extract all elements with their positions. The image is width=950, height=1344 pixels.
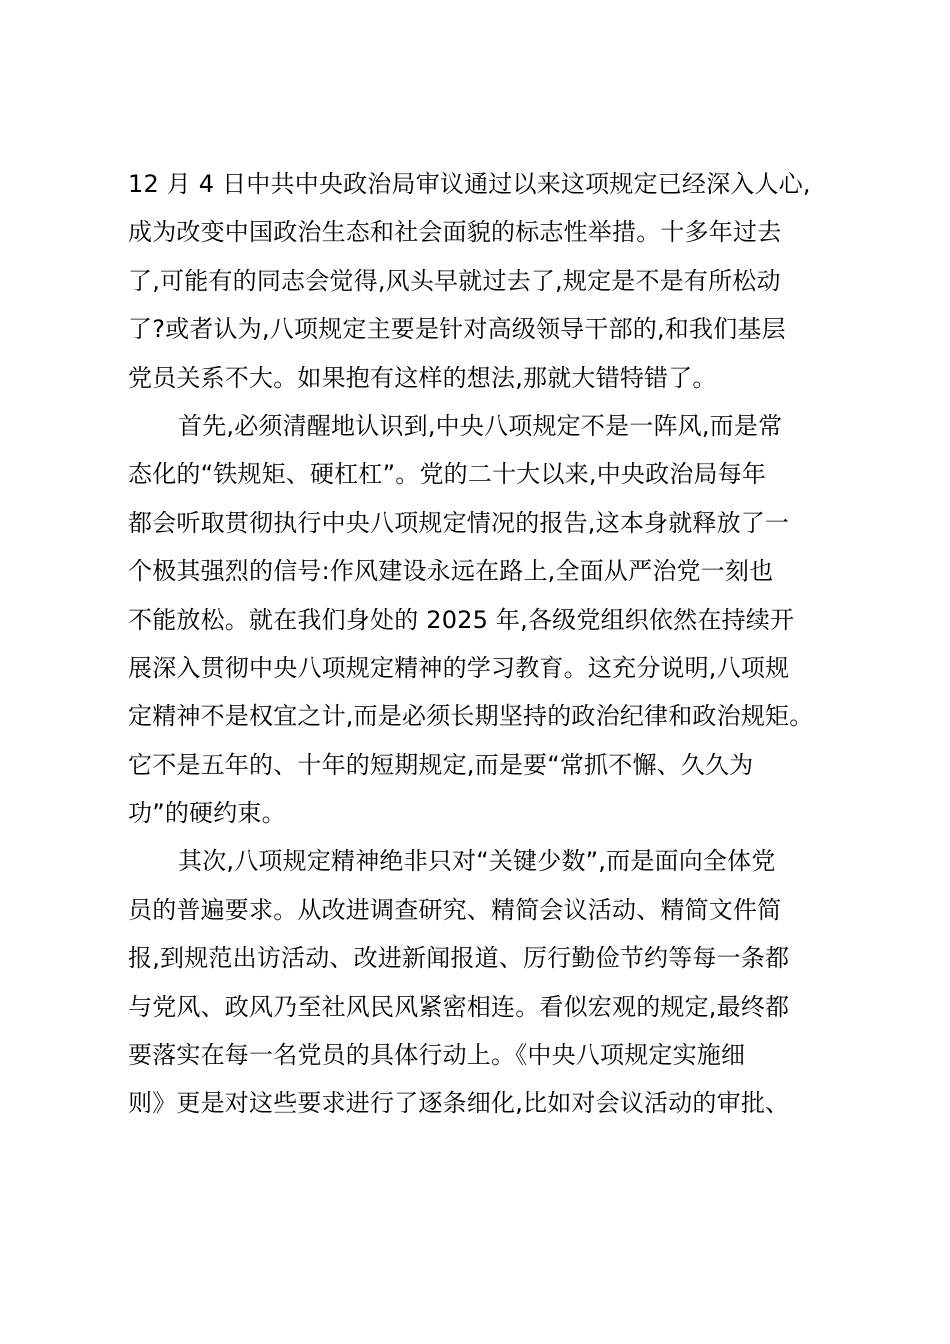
text-line: 党员关系不大。如果抱有这样的想法,那就大错特错了。 xyxy=(128,363,717,392)
text-line: 态化的“铁规矩、硬杠杠”。党的二十大以来,中央政治局每年 xyxy=(128,460,767,489)
text-line: 与党风、政风乃至社风民风紧密相连。看似宏观的规定,最终都 xyxy=(128,992,790,1021)
text-line: 了?或者认为,八项规定主要是针对高级领导干部的,和我们基层 xyxy=(128,315,786,344)
text-line: 展深入贯彻中央八项规定精神的学习教育。这充分说明,八项规 xyxy=(128,653,790,682)
text-line: 它不是五年的、十年的短期规定,而是要“常抓不懈、久久为 xyxy=(128,750,754,779)
text-line: 不能放松。就在我们身处的 2025 年,各级党组织依然在持续开 xyxy=(128,605,795,634)
text-line: 报,到规范出访活动、改进新闻报道、厉行勤俭节约等每一条都 xyxy=(128,944,790,973)
text-line: 了,可能有的同志会觉得,风头早就过去了,规定是不是有所松动 xyxy=(128,266,781,295)
text-line: 要落实在每一名党员的具体行动上。《中央八项规定实施细 xyxy=(128,1041,746,1070)
paragraph-start-line: 其次,八项规定精神绝非只对“关键少数”,而是面向全体党 xyxy=(178,847,776,876)
text-line: 则》更是对这些要求进行了逐条细化,比如对会议活动的审批、 xyxy=(128,1089,790,1118)
text-line: 定精神不是权宜之计,而是必须长期坚持的政治纪律和政治规矩。 xyxy=(128,702,814,731)
text-line: 成为改变中国政治生态和社会面貌的标志性举措。十多年过去 xyxy=(128,218,782,247)
body-text xyxy=(128,160,838,1128)
paragraph-start-line: 首先,必须清醒地认识到,中央八项规定不是一阵风,而是常 xyxy=(178,411,783,440)
text-line: 员的普遍要求。从改进调查研究、精简会议活动、精简文件简 xyxy=(128,895,782,924)
text-line: 个极其强烈的信号:作风建设永远在路上,全面从严治党一刻也 xyxy=(128,557,774,586)
text-line: 功”的硬约束。 xyxy=(128,799,286,828)
text-line: 12 月 4 日中共中央政治局审议通过以来这项规定已经深入人心, xyxy=(128,170,811,198)
text-line: 都会听取贯彻执行中央八项规定情况的报告,这本身就释放了一 xyxy=(128,508,790,537)
